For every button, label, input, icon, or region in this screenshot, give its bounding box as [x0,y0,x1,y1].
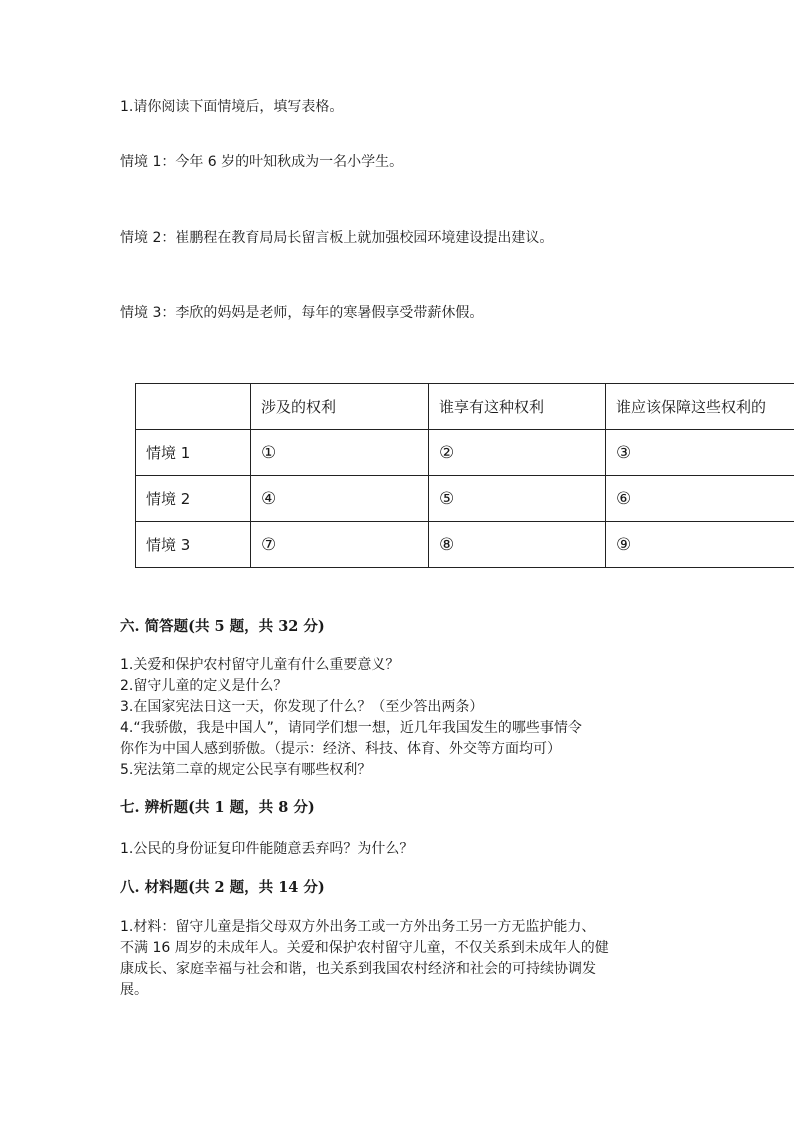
material-line: 不满 16 周岁的未成年人。关爱和保护农村留守儿童，不仅关系到未成年人的健 [120,940,609,956]
material-line: 1.材料：留守儿童是指父母双方外出务工或一方外出务工另一方无监护能力、 [120,919,596,935]
material-line: 展。 [120,982,148,998]
question-line: 4.“我骄傲，我是中国人”，请同学们想一想，近几年我国发生的哪些事情令 [120,720,582,736]
question-line: 2.留守儿童的定义是什么？ [120,678,288,694]
table-cell: ⑦ [251,522,429,568]
table-header-cell: 谁享有这种权利 [429,384,606,430]
material-line: 康成长、家庭幸福与社会和谐，也关系到我国农村经济和社会的可持续协调发 [120,961,596,977]
table-row [136,476,794,522]
table-cell: ⑥ [606,476,794,522]
question-line: 你作为中国人感到骄傲。（提示：经济、科技、体育、外交等方面均可） [120,741,561,757]
scenario-3: 情境 3：李欣的妈妈是老师，每年的寒暑假享受带薪休假。 [120,305,484,321]
table-cell: ① [251,430,429,476]
table-cell: ③ [606,430,794,476]
question-line: 3.在国家宪法日这一天，你发现了什么？（至少答出两条） [120,699,484,715]
table-row [136,430,794,476]
table-cell: ④ [251,476,429,522]
table-row-label: 情境 1 [136,430,251,476]
table-row [136,522,794,568]
table-cell: ⑧ [429,522,606,568]
question-line: 1.关爱和保护农村留守儿童有什么重要意义？ [120,657,400,673]
rights-table [135,383,794,568]
table-row-label: 情境 2 [136,476,251,522]
section-8-title: 八. 材料题(共 2 题，共 14 分) [120,879,325,896]
rights-table-wrapper [135,383,794,569]
intro-text: 1.请你阅读下面情境后，填写表格。 [120,99,344,115]
question-line: 1.公民的身份证复印件能随意丢弃吗？为什么？ [120,841,414,857]
table-cell: ⑨ [606,522,794,568]
table-cell: ② [429,430,606,476]
scenario-1: 情境 1：今年 6 岁的叶知秋成为一名小学生。 [120,154,404,170]
table-header-row [136,384,794,430]
table-row-label: 情境 3 [136,522,251,568]
table-cell: ⑤ [429,476,606,522]
section-7-title: 七. 辨析题(共 1 题，共 8 分) [120,799,315,816]
section-6-title: 六. 简答题(共 5 题，共 32 分) [120,618,325,635]
question-line: 5.宪法第二章的规定公民享有哪些权利？ [120,762,372,778]
scenario-2: 情境 2：崔鹏程在教育局局长留言板上就加强校园环境建设提出建议。 [120,230,554,246]
table-header-cell [136,384,251,430]
table-header-cell: 谁应该保障这些权利的 [606,384,794,430]
table-header-cell: 涉及的权利 [251,384,429,430]
